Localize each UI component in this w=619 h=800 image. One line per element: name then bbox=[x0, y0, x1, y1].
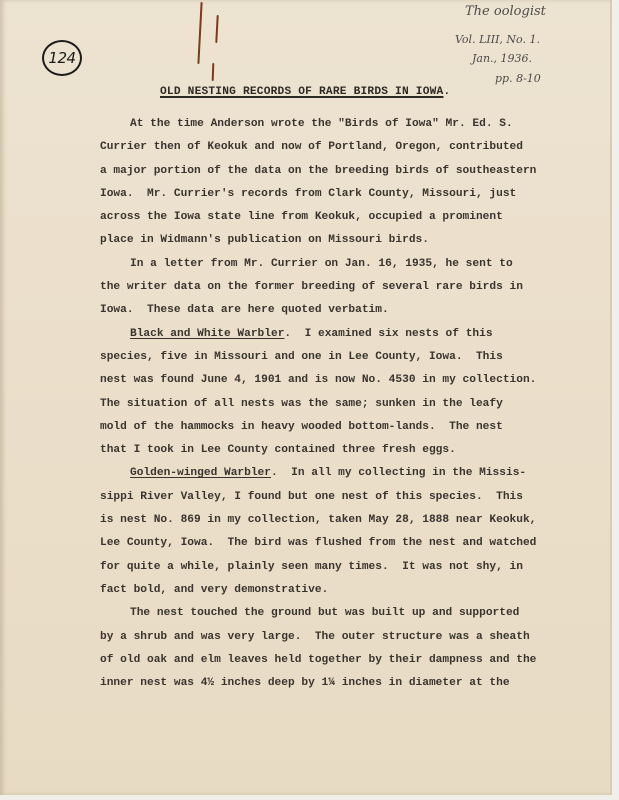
line-text: inner nest was 4½ inches deep by 1¼ inches in diameter at the bbox=[100, 677, 510, 690]
title-text: OLD NESTING RECORDS OF RARE BIRDS IN IOWA bbox=[160, 86, 444, 98]
text-line bbox=[100, 160, 600, 183]
handwritten-page-number bbox=[42, 40, 82, 76]
line-text: by a shrub and was very large. The outer structure was a sheath bbox=[100, 630, 530, 643]
line-text: the writer data on the former breeding of several rare birds in bbox=[100, 281, 523, 294]
line-text: Iowa. Mr. Currier's records from Clark County, Missouri, just bbox=[100, 187, 517, 200]
text-line bbox=[100, 556, 600, 579]
line-text: mold of the hammocks in heavy wooded bottom-lands. The nest bbox=[100, 420, 503, 433]
citation-volume: Vol. LIII, No. 1. bbox=[455, 33, 540, 46]
line-text: Iowa. These data are here quoted verbatim. bbox=[100, 304, 389, 317]
line-text: . In all my collecting in the Missis- bbox=[271, 467, 527, 480]
citation-pages: pp. 8-10 bbox=[495, 72, 541, 85]
text-line bbox=[100, 509, 600, 532]
line-text: The situation of all nests was the same; sunken in the leafy bbox=[100, 397, 503, 410]
line-text: place in Widmann's publication on Missouri birds. bbox=[100, 234, 429, 247]
section-heading-line bbox=[130, 323, 600, 346]
body-text bbox=[100, 113, 600, 695]
staple-mark bbox=[212, 63, 215, 81]
line-text: across the Iowa state line from Keokuk, occupied a prominent bbox=[100, 211, 503, 224]
line-text: species, five in Missouri and one in Lee County, Iowa. This bbox=[100, 350, 503, 363]
text-line bbox=[100, 672, 600, 695]
line-text: nest was found June 4, 1901 and is now No. 4530 in my collection. bbox=[100, 374, 537, 387]
species-heading: Black and White Warbler bbox=[130, 327, 285, 340]
text-line bbox=[100, 532, 600, 555]
line-text: fact bold, and very demonstrative. bbox=[100, 583, 329, 596]
citation-journal: The oologist bbox=[465, 4, 546, 19]
title-period: . bbox=[443, 86, 451, 98]
species-heading: Golden-winged Warbler bbox=[130, 467, 271, 480]
document-title bbox=[160, 86, 450, 98]
text-line bbox=[100, 136, 600, 159]
citation-date: Jan., 1936. bbox=[472, 52, 533, 65]
text-line bbox=[100, 416, 600, 439]
line-text: At the time Anderson wrote the "Birds of Iowa" Mr. Ed. S. bbox=[130, 118, 513, 130]
text-line bbox=[100, 369, 600, 392]
line-text: sippi River Valley, I found but one nest of this species. This bbox=[100, 490, 523, 503]
text-line bbox=[130, 253, 600, 276]
text-line bbox=[100, 299, 600, 322]
page-number-text: 124 bbox=[48, 49, 76, 67]
text-line bbox=[100, 486, 600, 509]
line-text: Currier then of Keokuk and now of Portland, Oregon, contributed bbox=[100, 141, 523, 154]
text-line bbox=[100, 206, 600, 229]
line-text: . I examined six nests of this bbox=[284, 327, 493, 340]
text-line bbox=[100, 649, 600, 672]
line-text: a major portion of the data on the breeding birds of southeastern bbox=[100, 164, 537, 177]
line-text: for quite a while, plainly seen many times. It was not shy, in bbox=[100, 560, 523, 573]
text-line bbox=[100, 626, 600, 649]
text-line bbox=[100, 439, 600, 462]
text-line bbox=[100, 183, 600, 206]
line-text: that I took in Lee County contained three fresh eggs. bbox=[100, 444, 456, 457]
line-text: In a letter from Mr. Currier on Jan. 16, 1935, he sent to bbox=[130, 257, 513, 270]
line-text: Lee County, Iowa. The bird was flushed from the nest and watched bbox=[100, 537, 537, 550]
text-line bbox=[100, 346, 600, 369]
text-line bbox=[130, 602, 600, 625]
line-text: The nest touched the ground but was built up and supported bbox=[130, 607, 520, 620]
text-line bbox=[100, 579, 600, 602]
line-text: of old oak and elm leaves held together by their dampness and the bbox=[100, 653, 537, 666]
section-heading-line bbox=[130, 462, 600, 485]
text-line bbox=[100, 276, 600, 299]
text-line bbox=[130, 113, 600, 136]
text-line bbox=[100, 229, 600, 252]
text-line bbox=[100, 393, 600, 416]
staple-mark bbox=[197, 2, 202, 64]
line-text: is nest No. 869 in my collection, taken May 28, 1888 near Keokuk, bbox=[100, 514, 537, 527]
staple-mark bbox=[215, 15, 218, 43]
